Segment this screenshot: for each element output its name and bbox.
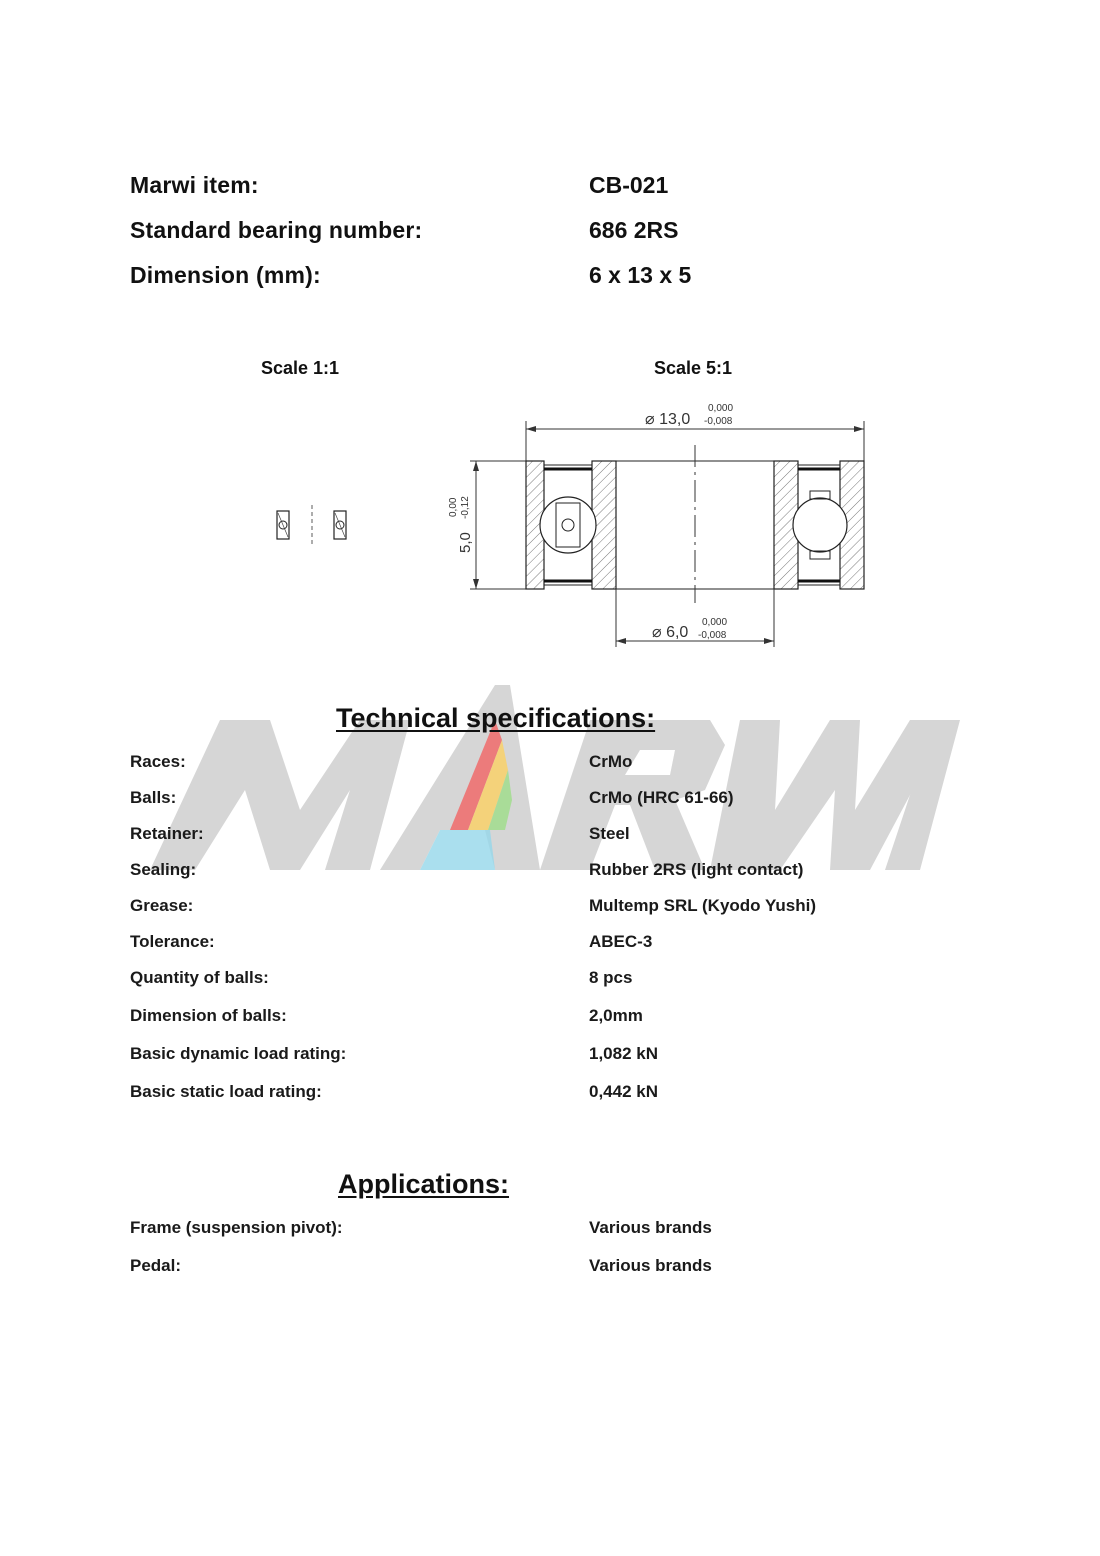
spec-value: Rubber 2RS (light contact) <box>589 860 804 879</box>
spec-label: Races: <box>130 752 186 771</box>
spec-value: Multemp SRL (Kyodo Yushi) <box>589 896 816 915</box>
bearing-drawing-small <box>270 505 350 545</box>
spec-value: 1,082 kN <box>589 1044 658 1063</box>
bearing-number-value: 686 2RS <box>589 217 679 243</box>
item-label: Marwi item: <box>130 172 259 198</box>
application-label: Pedal: <box>130 1256 182 1275</box>
outer-tol-lower: -0,008 <box>704 416 733 427</box>
spec-label: Sealing: <box>130 860 197 879</box>
spec-value: ABEC-3 <box>589 932 653 951</box>
spec-label: Dimension of balls: <box>130 1006 287 1025</box>
item-value: CB-021 <box>589 172 669 198</box>
spec-value: 0,442 kN <box>589 1082 658 1101</box>
spec-value: Steel <box>589 824 630 843</box>
spec-label: Grease: <box>130 896 194 915</box>
width-tol-lower: -0,12 <box>460 496 471 519</box>
dimension-value: 6 x 13 x 5 <box>589 262 692 288</box>
application-value: Various brands <box>589 1218 712 1237</box>
inner-tol-upper: 0,000 <box>702 617 728 628</box>
spec-value: CrMo (HRC 61-66) <box>589 788 734 807</box>
bearing-number-label: Standard bearing number: <box>130 217 423 243</box>
scale-large-label: Scale 5:1 <box>654 358 733 378</box>
spec-value: 8 pcs <box>589 968 633 987</box>
application-value: Various brands <box>589 1256 712 1275</box>
width-text: 5,0 <box>457 532 474 553</box>
spec-label: Retainer: <box>130 824 204 843</box>
outer-tol-upper: 0,000 <box>708 403 734 414</box>
spec-label: Tolerance: <box>130 932 215 951</box>
application-label: Frame (suspension pivot): <box>130 1218 343 1237</box>
dimension-label: Dimension (mm): <box>130 262 321 288</box>
spec-value: 2,0mm <box>589 1006 643 1025</box>
tech-specs-title: Technical specifications: <box>336 703 656 733</box>
spec-value: CrMo <box>589 752 633 771</box>
spec-label: Basic dynamic load rating: <box>130 1044 347 1063</box>
outer-diameter-text: ⌀ 13,0 <box>645 411 691 428</box>
spec-label: Quantity of balls: <box>130 968 269 987</box>
inner-tol-lower: -0,008 <box>698 630 727 641</box>
spec-label: Basic static load rating: <box>130 1082 322 1101</box>
spec-label: Balls: <box>130 788 177 807</box>
scale-small-label: Scale 1:1 <box>261 358 340 378</box>
bearing-drawing-large <box>440 395 880 655</box>
width-tol-upper: 0,00 <box>448 497 459 517</box>
applications-title: Applications: <box>338 1169 510 1199</box>
inner-diameter-text: ⌀ 6,0 <box>652 624 689 641</box>
